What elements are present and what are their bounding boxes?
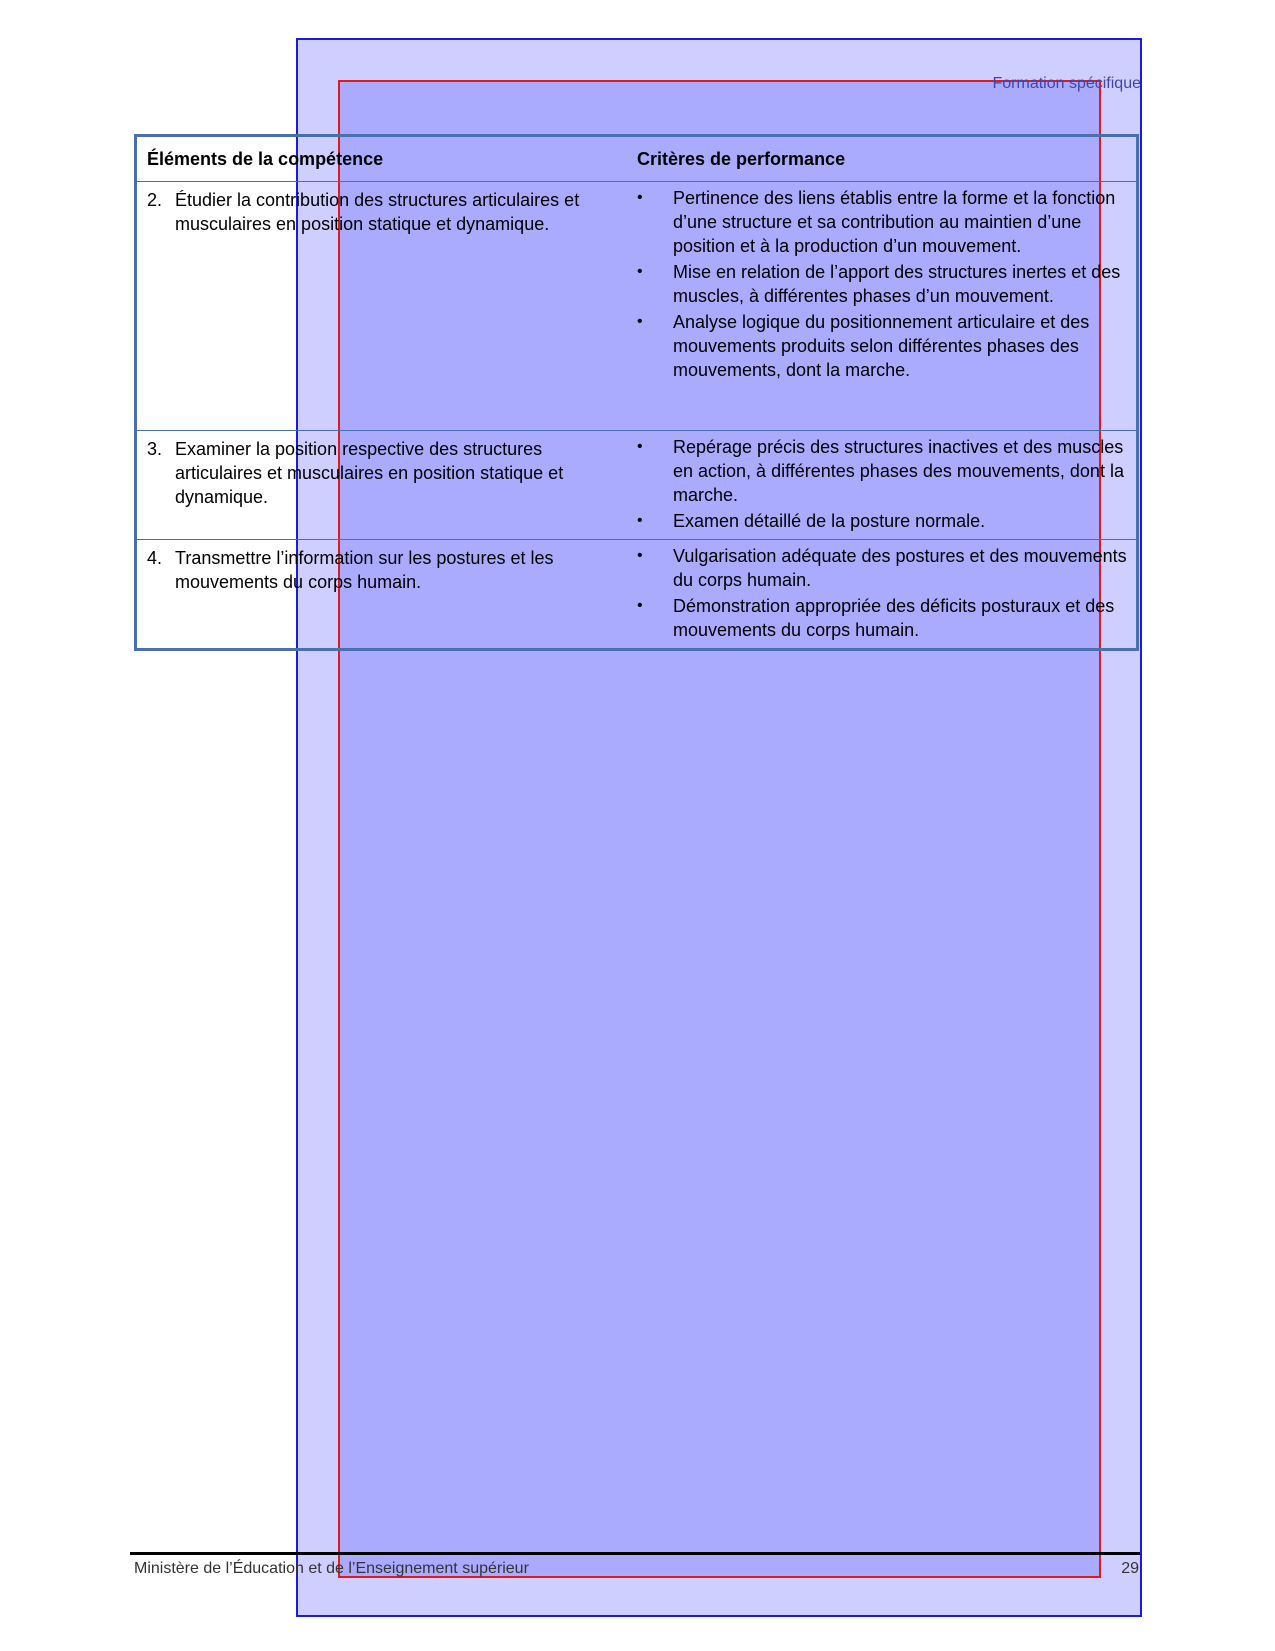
element-text: Étudier la contribution des structures articulaires et musculaires en position statique et dynamique. (175, 190, 580, 234)
list-item: • Vulgarisation adéquate des postures et des mouvements du corps humain. (637, 546, 1127, 590)
table-header-row (137, 137, 1136, 181)
page-number: 29 (1121, 1560, 1139, 1577)
table-row (137, 181, 1136, 430)
section-header: Formation spécifique (992, 75, 1141, 92)
bullet-icon: • (637, 547, 643, 564)
list-item: • Mise en relation de l’apport des structures inertes et des muscles, à différentes phases d’un mouvement. (637, 262, 1121, 306)
element-text: Transmettre l’information sur les postures et les mouvements du corps humain. (175, 548, 554, 592)
list-item: • Repérage précis des structures inactives et des muscles en action, à différentes phases des mouvements, dont la marche. (637, 437, 1124, 505)
list-item: • Démonstration appropriée des déficits posturaux et des mouvements du corps humain. (637, 596, 1115, 640)
bullet-icon: • (637, 189, 643, 206)
list-item: • Analyse logique du positionnement articulaire et des mouvements produits selon différentes phases des mouvements, dont la marche. (637, 312, 1090, 380)
bullet-icon: • (637, 438, 643, 455)
bullet-icon: • (637, 512, 643, 529)
bullet-icon: • (637, 313, 643, 330)
element-number: 3. (147, 439, 163, 459)
col-header-criteria: Critères de performance (637, 149, 846, 169)
list-item: • Examen détaillé de la posture normale. (637, 511, 986, 531)
element-text: Examiner la position respective des structures articulaires et musculaires en position statique et dynamique. (175, 439, 564, 507)
table-row (137, 539, 1136, 648)
criteria-list (637, 540, 1128, 648)
col-header-elements: Éléments de la compétence (147, 149, 384, 169)
table-row (137, 430, 1136, 539)
footer-ministry: Ministère de l’Éducation et de l’Enseignement supérieur (134, 1560, 529, 1577)
bullet-icon: • (637, 263, 643, 280)
bullet-icon: • (637, 597, 643, 614)
list-item: • Pertinence des liens établis entre la forme et la fonction d’une structure et sa contribution au maintien d’une position et à la production d’un mouvement. (637, 188, 1116, 256)
element-number: 2. (147, 190, 163, 210)
competence-table (134, 134, 1139, 651)
footer-divider (130, 1552, 1140, 1555)
element-number: 4. (147, 548, 163, 568)
criteria-list (637, 431, 1128, 539)
criteria-list (637, 182, 1128, 388)
